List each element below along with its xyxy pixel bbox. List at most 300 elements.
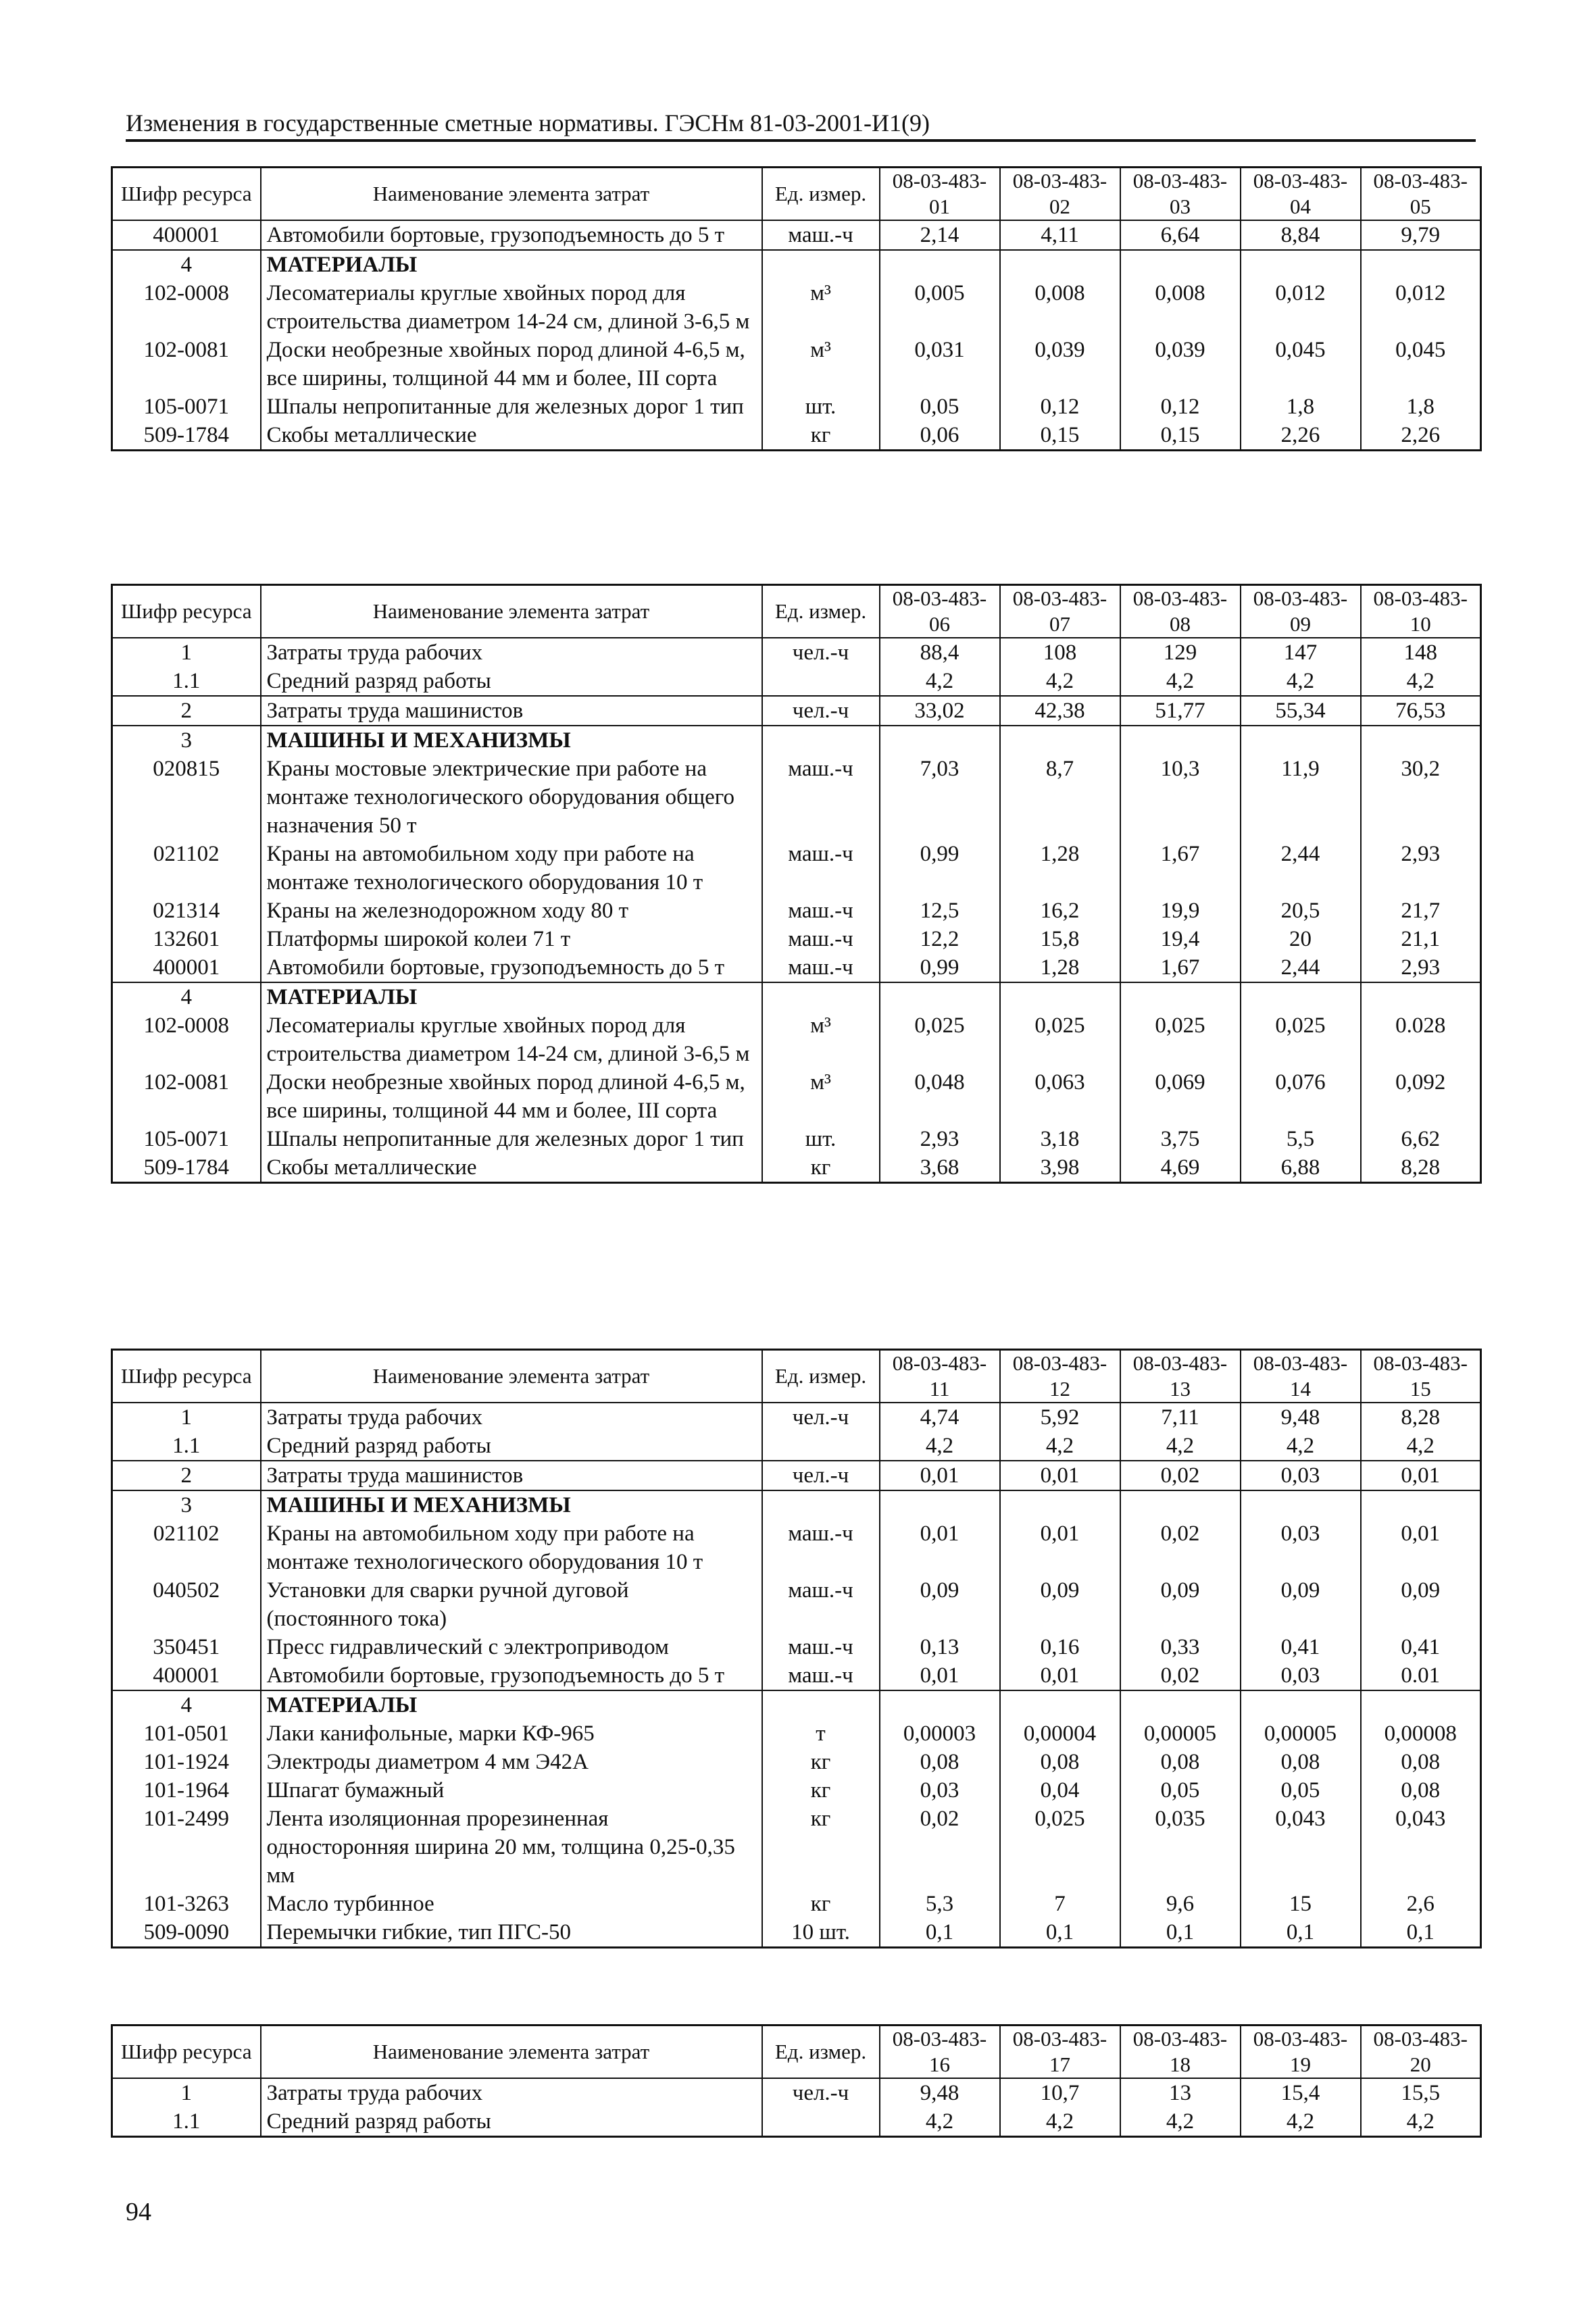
value-cell: [1361, 250, 1481, 279]
value-cell: 2,93: [1401, 842, 1441, 866]
unit-cell: [762, 1490, 880, 1519]
value-cell: 3,18: [1000, 1125, 1120, 1153]
value-cell: 0,035: [1120, 1805, 1241, 1890]
value-cell: 0,1: [1120, 1918, 1241, 1948]
header-norm-code: 08-03-483-08: [1120, 585, 1241, 638]
unit-cell: маш.-ч: [762, 925, 880, 953]
value-cell: 1,28: [1000, 953, 1120, 982]
header-norm-code: 08-03-483-15: [1361, 1350, 1481, 1403]
value-cell: 0,025: [1000, 1011, 1120, 1068]
value-cell: 7: [1000, 1890, 1120, 1918]
value-cell: 51,77: [1120, 696, 1241, 726]
unit-cell: [762, 1690, 880, 1719]
value-cell: 9,6: [1120, 1890, 1241, 1918]
table-row: [112, 1432, 1481, 1461]
value-cell: 9,79: [1401, 223, 1441, 247]
header-name: Наименование элемента затрат: [261, 168, 762, 221]
value-cell: 4,2: [880, 667, 1000, 696]
value-cell: [1241, 1490, 1361, 1519]
value-cell: 0,15: [1000, 421, 1120, 451]
value-cell: 19,4: [1120, 925, 1241, 953]
section-title: МАТЕРИАЛЫ: [261, 982, 762, 1011]
header-norm-code: 08-03-483-10: [1361, 585, 1481, 638]
value-cell: 20,5: [1241, 897, 1361, 925]
value-cell: 8,84: [1241, 220, 1361, 250]
value-cell: 0,08: [1241, 1748, 1361, 1776]
unit-cell: маш.-ч: [762, 1576, 880, 1633]
value-cell: 11,9: [1241, 755, 1361, 840]
value-cell: 4,2: [1120, 2107, 1241, 2137]
value-cell: 21,7: [1401, 899, 1441, 923]
section-row: [112, 1490, 1481, 1519]
value-cell: 0,05: [1120, 1776, 1241, 1805]
value-cell: 4,2: [1120, 667, 1241, 696]
value-cell: 55,34: [1241, 696, 1361, 726]
table-row: [112, 897, 1481, 925]
unit-cell: [762, 982, 880, 1011]
header-norm-code: 08-03-483-02: [1000, 168, 1120, 221]
unit-cell: маш.-ч: [762, 953, 880, 982]
value-cell: 19,9: [1120, 897, 1241, 925]
resource-name: Скобы металлические: [261, 421, 762, 451]
value-cell: 4,2: [1241, 667, 1361, 696]
table-row: [112, 755, 1481, 840]
value-cell: 6,62: [1401, 1127, 1441, 1151]
table-row: [112, 696, 1481, 726]
table-row: [112, 953, 1481, 982]
value-cell: [1241, 250, 1361, 279]
value-cell: 15,5: [1401, 2081, 1441, 2105]
table-row: [112, 1633, 1481, 1661]
header-norm-code: 08-03-483-16: [880, 2026, 1000, 2079]
table-header-row: [112, 2026, 1481, 2079]
value-cell: 4,2: [1120, 1432, 1241, 1461]
unit-cell: [762, 726, 880, 755]
value-cell: [1000, 250, 1120, 279]
value-cell: 4,2: [1000, 1432, 1120, 1461]
table-row: [112, 1519, 1481, 1576]
resource-code: 1: [112, 1403, 261, 1432]
resource-name: Доски необрезные хвойных пород длиной 4-6,5 м, все ширины, толщиной 44 мм и более, III сорта: [261, 1068, 762, 1125]
value-cell: 147: [1241, 638, 1361, 667]
unit-cell: шт.: [762, 393, 880, 421]
resource-name: Автомобили бортовые, грузоподъемность до 5 т: [261, 1661, 762, 1690]
table-row: [112, 1719, 1481, 1748]
value-cell: [1000, 982, 1120, 1011]
value-cell: 0,01: [1000, 1519, 1120, 1576]
resource-code: 4: [112, 982, 261, 1011]
value-cell: [1241, 1690, 1361, 1719]
value-cell: 88,4: [880, 638, 1000, 667]
value-cell: 0,05: [1241, 1776, 1361, 1805]
resource-name: Платформы широкой колеи 71 т: [261, 925, 762, 953]
value-cell: 0,02: [880, 1805, 1000, 1890]
resource-code: 400001: [112, 1661, 261, 1690]
header-name: Наименование элемента затрат: [261, 1350, 762, 1403]
value-cell: 0,03: [1241, 1461, 1361, 1490]
value-cell: 0,01: [880, 1461, 1000, 1490]
value-cell: 0,045: [1241, 336, 1361, 393]
resource-code: 3: [112, 1490, 261, 1519]
value-cell: 0,048: [880, 1068, 1000, 1125]
resource-code: 102-0008: [112, 1011, 261, 1068]
value-cell: 6,64: [1120, 220, 1241, 250]
resource-name: Установки для сварки ручной дуговой (постоянного тока): [261, 1576, 762, 1633]
unit-cell: маш.-ч: [762, 1661, 880, 1690]
value-cell: [1361, 1490, 1481, 1519]
resource-code: 3: [112, 726, 261, 755]
value-cell: 9,48: [1241, 1403, 1361, 1432]
table-row: [112, 1776, 1481, 1805]
resource-code: 509-1784: [112, 1153, 261, 1183]
resource-name: Шпалы непропитанные для железных дорог 1 тип: [261, 1125, 762, 1153]
value-cell: 1,8: [1406, 395, 1435, 419]
resource-code: 040502: [112, 1576, 261, 1633]
table-row: [112, 220, 1481, 250]
value-cell: 0,012: [1241, 279, 1361, 336]
table-row: [112, 840, 1481, 897]
value-cell: 1,8: [1241, 393, 1361, 421]
value-cell: 0,01: [1000, 1461, 1120, 1490]
value-cell: 0,33: [1120, 1633, 1241, 1661]
value-cell: 0.01: [1401, 1663, 1441, 1688]
value-cell: 13: [1120, 2078, 1241, 2107]
value-cell: 0,1: [1000, 1918, 1120, 1948]
value-cell: 0,04: [1000, 1776, 1120, 1805]
resource-name: Краны на автомобильном ходу при работе на монтаже технологического оборудования 10 т: [261, 840, 762, 897]
value-cell: 2,93: [1401, 955, 1441, 980]
unit-cell: [762, 2107, 880, 2137]
norm-table: [111, 1349, 1482, 1948]
resource-name: Затраты труда машинистов: [261, 1461, 762, 1490]
value-cell: 9,48: [880, 2078, 1000, 2107]
norm-table: [111, 584, 1482, 1184]
value-cell: 4,2: [1000, 2107, 1120, 2137]
table-row: [112, 1403, 1481, 1432]
table-row: [112, 336, 1481, 393]
value-cell: [880, 1690, 1000, 1719]
value-cell: 0,09: [1241, 1576, 1361, 1633]
value-cell: 1,67: [1120, 953, 1241, 982]
resource-code: 102-0081: [112, 336, 261, 393]
section-title: МАТЕРИАЛЫ: [261, 1690, 762, 1719]
value-cell: 0,076: [1241, 1068, 1361, 1125]
value-cell: 0,03: [1241, 1519, 1361, 1576]
resource-code: 105-0071: [112, 1125, 261, 1153]
value-cell: 3,75: [1120, 1125, 1241, 1153]
value-cell: 0,06: [880, 421, 1000, 451]
unit-cell: шт.: [762, 1125, 880, 1153]
resource-code: 132601: [112, 925, 261, 953]
value-cell: 2,6: [1406, 1892, 1435, 1916]
value-cell: [1241, 982, 1361, 1011]
table-row: [112, 667, 1481, 696]
value-cell: 0,1: [1241, 1918, 1361, 1948]
value-cell: 1,67: [1120, 840, 1241, 897]
resource-name: Шпагат бумажный: [261, 1776, 762, 1805]
resource-code: 101-1924: [112, 1748, 261, 1776]
unit-cell: [762, 667, 880, 696]
section-row: [112, 726, 1481, 755]
header-name: Наименование элемента затрат: [261, 585, 762, 638]
value-cell: 7,11: [1120, 1403, 1241, 1432]
value-cell: 15,4: [1241, 2078, 1361, 2107]
header-norm-code: 08-03-483-09: [1241, 585, 1361, 638]
value-cell: 0,08: [1120, 1748, 1241, 1776]
value-cell: [1120, 726, 1241, 755]
resource-code: 2: [112, 1461, 261, 1490]
value-cell: 0,005: [880, 279, 1000, 336]
table-row: [112, 638, 1481, 667]
value-cell: [1120, 250, 1241, 279]
resource-code: 102-0081: [112, 1068, 261, 1125]
table-row: [112, 1461, 1481, 1490]
value-cell: [1120, 1490, 1241, 1519]
value-cell: 0,045: [1395, 338, 1446, 362]
value-cell: 4,74: [880, 1403, 1000, 1432]
resource-code: 509-1784: [112, 421, 261, 451]
unit-cell: кг: [762, 1748, 880, 1776]
unit-cell: чел.-ч: [762, 638, 880, 667]
page-number: 94: [126, 2198, 151, 2226]
resource-code: 2: [112, 696, 261, 726]
value-cell: 0,039: [1000, 336, 1120, 393]
resource-name: Затраты труда рабочих: [261, 1403, 762, 1432]
value-cell: 0,08: [1000, 1748, 1120, 1776]
resource-name: Доски необрезные хвойных пород длиной 4-6,5 м, все ширины, толщиной 44 мм и более, III сорта: [261, 336, 762, 393]
table-row: [112, 2107, 1481, 2137]
header-norm-code: 08-03-483-17: [1000, 2026, 1120, 2079]
header-norm-code: 08-03-483-05: [1361, 168, 1481, 221]
value-cell: 2,14: [880, 220, 1000, 250]
value-cell: [1000, 1490, 1120, 1519]
header-unit: Ед. измер.: [762, 2026, 880, 2079]
header-norm-code: 08-03-483-03: [1120, 168, 1241, 221]
table-row: [112, 1748, 1481, 1776]
value-cell: 4,2: [1406, 2109, 1435, 2134]
section-row: [112, 1690, 1481, 1719]
table-row: [112, 279, 1481, 336]
unit-cell: маш.-ч: [762, 897, 880, 925]
section-row: [112, 982, 1481, 1011]
resource-code: 021102: [112, 840, 261, 897]
unit-cell: чел.-ч: [762, 696, 880, 726]
value-cell: 4,2: [1406, 1434, 1435, 1458]
header-code: Шифр ресурса: [112, 168, 261, 221]
value-cell: 0,00003: [880, 1719, 1000, 1748]
resource-code: 1.1: [112, 667, 261, 696]
value-cell: 0,99: [880, 953, 1000, 982]
value-cell: 0,41: [1241, 1633, 1361, 1661]
table-row: [112, 1125, 1481, 1153]
value-cell: 0,025: [1000, 1805, 1120, 1890]
unit-cell: т: [762, 1719, 880, 1748]
value-cell: 0,043: [1241, 1805, 1361, 1890]
value-cell: 33,02: [880, 696, 1000, 726]
value-cell: 0,02: [1120, 1519, 1241, 1576]
value-cell: 0,41: [1401, 1635, 1441, 1659]
value-cell: 0,05: [880, 393, 1000, 421]
value-cell: [1241, 726, 1361, 755]
table-row: [112, 1890, 1481, 1918]
value-cell: 4,69: [1120, 1153, 1241, 1183]
header-norm-code: 08-03-483-19: [1241, 2026, 1361, 2079]
value-cell: 16,2: [1000, 897, 1120, 925]
resource-code: 509-0090: [112, 1918, 261, 1948]
value-cell: 0,063: [1000, 1068, 1120, 1125]
resource-name: Шпалы непропитанные для железных дорог 1 тип: [261, 393, 762, 421]
value-cell: 8,28: [1401, 1155, 1441, 1180]
value-cell: 2,26: [1401, 423, 1441, 447]
section-title: МАШИНЫ И МЕХАНИЗМЫ: [261, 1490, 762, 1519]
resource-name: Средний разряд работы: [261, 1432, 762, 1461]
value-cell: 0,15: [1120, 421, 1241, 451]
table-row: [112, 1011, 1481, 1068]
value-cell: 0,02: [1120, 1661, 1241, 1690]
value-cell: 148: [1403, 640, 1437, 665]
header-norm-code: 08-03-483-04: [1241, 168, 1361, 221]
resource-name: Электроды диаметром 4 мм Э42А: [261, 1748, 762, 1776]
value-cell: 5,92: [1000, 1403, 1120, 1432]
value-cell: 0,043: [1395, 1807, 1446, 1831]
value-cell: 0,012: [1395, 281, 1446, 305]
value-cell: 0,03: [880, 1776, 1000, 1805]
table-row: [112, 925, 1481, 953]
unit-cell: кг: [762, 1153, 880, 1183]
header-norm-code: 08-03-483-12: [1000, 1350, 1120, 1403]
unit-cell: 10 шт.: [762, 1918, 880, 1948]
resource-code: 021102: [112, 1519, 261, 1576]
header-norm-code: 08-03-483-13: [1120, 1350, 1241, 1403]
resource-code: 400001: [112, 220, 261, 250]
value-cell: 8,28: [1401, 1405, 1441, 1430]
value-cell: [1361, 1690, 1481, 1719]
value-cell: 4,2: [1406, 669, 1435, 693]
value-cell: 5,5: [1241, 1125, 1361, 1153]
value-cell: [1361, 982, 1481, 1011]
value-cell: 0,02: [1120, 1461, 1241, 1490]
resource-code: 102-0008: [112, 279, 261, 336]
resource-name: Автомобили бортовые, грузоподъемность до 5 т: [261, 953, 762, 982]
value-cell: 4,2: [880, 1432, 1000, 1461]
value-cell: 4,2: [1241, 1432, 1361, 1461]
resource-code: 021314: [112, 897, 261, 925]
resource-name: Перемычки гибкие, тип ПГС-50: [261, 1918, 762, 1948]
section-title: МАШИНЫ И МЕХАНИЗМЫ: [261, 726, 762, 755]
header-norm-code: 08-03-483-01: [880, 168, 1000, 221]
unit-cell: маш.-ч: [762, 220, 880, 250]
resource-name: Средний разряд работы: [261, 667, 762, 696]
value-cell: 10,7: [1000, 2078, 1120, 2107]
value-cell: 6,88: [1241, 1153, 1361, 1183]
value-cell: 0,08: [1401, 1750, 1441, 1774]
resource-code: 1.1: [112, 1432, 261, 1461]
resource-name: Лесоматериалы круглые хвойных пород для строительства диаметром 14-24 см, длиной 3-6,5 м: [261, 279, 762, 336]
table-row: [112, 421, 1481, 451]
value-cell: 4,2: [1241, 2107, 1361, 2137]
value-cell: 0,00005: [1241, 1719, 1361, 1748]
table-row: [112, 2078, 1481, 2107]
resource-name: Затраты труда машинистов: [261, 696, 762, 726]
resource-name: Лента изоляционная прорезиненная односторонняя ширина 20 мм, толщина 0,25-0,35 мм: [261, 1805, 762, 1890]
value-cell: 0,069: [1120, 1068, 1241, 1125]
resource-code: 1.1: [112, 2107, 261, 2137]
resource-name: Краны на железнодорожном ходу 80 т: [261, 897, 762, 925]
unit-cell: м³: [762, 336, 880, 393]
value-cell: 0,01: [1000, 1661, 1120, 1690]
value-cell: [1120, 982, 1241, 1011]
value-cell: 0,99: [880, 840, 1000, 897]
table-row: [112, 1661, 1481, 1690]
value-cell: 30,2: [1401, 757, 1441, 781]
value-cell: 0,16: [1000, 1633, 1120, 1661]
header-code: Шифр ресурса: [112, 585, 261, 638]
value-cell: 0,00008: [1384, 1721, 1457, 1746]
header-norm-code: 08-03-483-11: [880, 1350, 1000, 1403]
value-cell: 0,01: [880, 1519, 1000, 1576]
value-cell: [1361, 726, 1481, 755]
unit-cell: м³: [762, 279, 880, 336]
unit-cell: кг: [762, 1805, 880, 1890]
value-cell: 0,025: [880, 1011, 1000, 1068]
table-row: [112, 393, 1481, 421]
value-cell: 15: [1241, 1890, 1361, 1918]
unit-cell: чел.-ч: [762, 2078, 880, 2107]
value-cell: 8,7: [1000, 755, 1120, 840]
value-cell: 3,68: [880, 1153, 1000, 1183]
unit-cell: кг: [762, 421, 880, 451]
table-header-row: [112, 585, 1481, 638]
unit-cell: м³: [762, 1068, 880, 1125]
value-cell: 0,08: [880, 1748, 1000, 1776]
resource-name: Пресс гидравлический с электроприводом: [261, 1633, 762, 1661]
resource-code: 4: [112, 1690, 261, 1719]
value-cell: 0,1: [1406, 1920, 1435, 1944]
value-cell: [1000, 1690, 1120, 1719]
unit-cell: [762, 1432, 880, 1461]
value-cell: [1120, 1690, 1241, 1719]
section-row: [112, 250, 1481, 279]
value-cell: 4,2: [1000, 667, 1120, 696]
value-cell: 0,039: [1120, 336, 1241, 393]
table-row: [112, 1153, 1481, 1183]
resource-name: Автомобили бортовые, грузоподъемность до 5 т: [261, 220, 762, 250]
table-row: [112, 1805, 1481, 1890]
header-code: Шифр ресурса: [112, 2026, 261, 2079]
resource-code: 350451: [112, 1633, 261, 1661]
resource-name: Краны на автомобильном ходу при работе на монтаже технологического оборудования 10 т: [261, 1519, 762, 1576]
value-cell: 5,3: [880, 1890, 1000, 1918]
value-cell: 0,09: [1401, 1578, 1441, 1603]
header-norm-code: 08-03-483-20: [1361, 2026, 1481, 2079]
resource-code: 101-2499: [112, 1805, 261, 1890]
value-cell: 0,09: [1120, 1576, 1241, 1633]
value-cell: 0,008: [1000, 279, 1120, 336]
value-cell: 0,00005: [1120, 1719, 1241, 1748]
value-cell: 1,28: [1000, 840, 1120, 897]
value-cell: [880, 982, 1000, 1011]
norm-table: [111, 2024, 1482, 2138]
value-cell: 0,01: [1361, 1461, 1481, 1490]
value-cell: 4,11: [1000, 220, 1120, 250]
value-cell: 2,44: [1241, 840, 1361, 897]
unit-cell: маш.-ч: [762, 755, 880, 840]
header-unit: Ед. измер.: [762, 585, 880, 638]
header-norm-code: 08-03-483-07: [1000, 585, 1120, 638]
resource-code: 4: [112, 250, 261, 279]
header-norm-code: 08-03-483-06: [880, 585, 1000, 638]
unit-cell: м³: [762, 1011, 880, 1068]
